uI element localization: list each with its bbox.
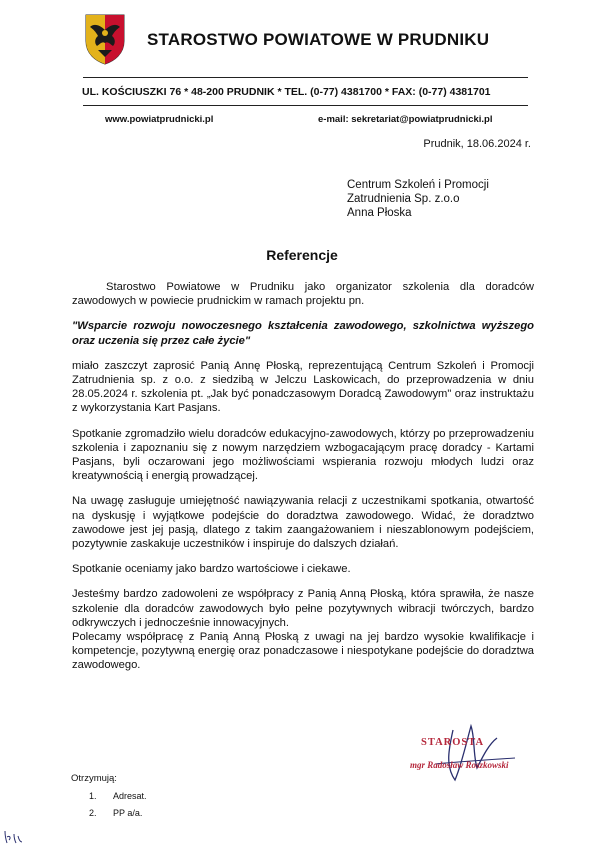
paragraph-satisfaction: Jesteśmy bardzo zadowoleni ze współpracy z Panią Anną Płoską, która sprawiła, że nasze szkolenie dla doradców zawodowych było pełne pozytywnych wibracji twórczych, bardzo odkrywczych i jednocześnie innowacyjnych. <box>72 588 534 629</box>
recipients-list <box>71 788 147 822</box>
paragraph-rating: Spotkanie oceniamy jako bardzo wartościowe i ciekawe. <box>72 563 351 576</box>
paragraph-recommendation: Polecamy współpracę z Panią Anną Płoską z uwagi na jej bardzo wysokie kwalifikacje i kompetencje, pozytywną energię oraz ponadczasowe i niespotykane podejście do doradztwa zawodowego. <box>72 631 534 672</box>
list-item: 2. PP a/a. <box>89 808 143 818</box>
institution-address: UL. KOŚCIUSZKI 76 * 48-200 PRUDNIK * TEL. (0-77) 4381700 * FAX: (0-77) 4381701 <box>82 86 491 98</box>
handwritten-signature-icon <box>405 718 535 788</box>
email-link[interactable]: e-mail: sekretariat@powiatprudnicki.pl <box>318 114 493 125</box>
paragraph-intro: Starostwo Powiatowe w Prudniku jako organizator szkolenia dla doradców zawodowych w powiecie prudnickim w ramach projektu pn. <box>72 281 534 308</box>
project-title: "Wsparcie rozwoju nowoczesnego kształcenia zawodowego, szkolnictwa wyższego oraz uczenia się przez całe życie" <box>72 320 534 347</box>
letter-body <box>72 280 534 684</box>
signatory-title: STAROSTA <box>421 737 485 748</box>
coat-of-arms-icon <box>84 13 126 65</box>
letter-heading: Referencje <box>266 247 338 263</box>
letter-date: Prudnik, 18.06.2024 r. <box>423 138 531 150</box>
recipient-line-3: Anna Płoska <box>347 207 412 219</box>
header-divider-bottom <box>83 105 528 106</box>
recipient-line-1: Centrum Szkoleń i Promocji <box>347 179 489 191</box>
website-link[interactable]: www.powiatprudnicki.pl <box>105 114 214 125</box>
header-divider-top <box>83 77 528 78</box>
recipient-block <box>347 178 489 220</box>
recipient-line-2: Zatrudnienia Sp. z.o.o <box>347 193 460 205</box>
paragraph-skills: Na uwagę zasługuje umiejętność nawiązywania relacji z uczestnikami spotkania, otwartość na dyskusję i wyjątkowe podejście do doradztwa zawodowego. Widać, że doradztwo zawodowe jest jej pasją, dlatego z takim zaangażowaniem i nieszablonowym podejściem, pozytywnie zaskakuje uczestników i inspiruje do dalszych działań. <box>72 495 534 551</box>
paragraph-meeting: Spotkanie zgromadziło wielu doradców edukacyjno-zawodowych, którzy po przeprowadzeniu szkolenia i zapoznaniu się z nowym narzędziem wzbogacającym pracę doradcy - Kartami Pasjans, byli oczarowani jego możliwościami wspierania rozwoju młodych ludzi oraz kreatywnością i energią prowadzącej. <box>72 427 534 483</box>
institution-title: STAROSTWO POWIATOWE W PRUDNIKU <box>147 30 490 49</box>
paragraph-invitation: miało zaszczyt zaprosić Panią Annę Płoską, reprezentującą Centrum Szkoleń i Promocji Zatrudnienia sp. z o.o. z siedzibą w Jelczu Laskowicach, do przeprowadzenia w dniu 28.05.2024 r. szkolenia pt. „Jak być ponadczasowym Doradcą Zawodowym" oraz instruktażu z wykorzystania Kart Pasjans. <box>72 359 534 415</box>
recipients-label: Otrzymują: <box>71 773 117 784</box>
initials-mark-icon <box>2 828 24 846</box>
list-item: 1. Adresat. <box>89 791 147 801</box>
signatory-name: mgr Radosław Roszkowski <box>410 760 509 770</box>
